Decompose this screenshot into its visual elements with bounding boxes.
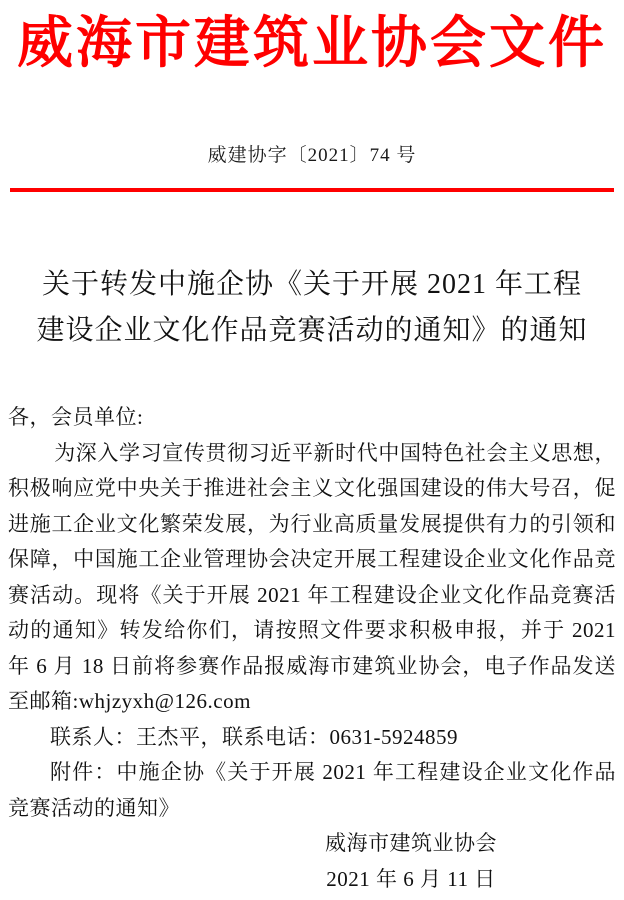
paragraph-main: 为深入学习宣传贯彻习近平新时代中国特色社会主义思想，积极响应党中央关于推进社会主义文化强国建设的伟大号召，促进施工企业文化繁荣发展，为行业高质量发展提供有力的引领和保障，中国施工企业管理协会决定开展工程建设企业文化作品竞赛活动。现将《关于开展 2021 年工程建设企业文化作品竞赛活动的通知》转发给你们，请按照文件要求积极申报，并于 2021 年 6 月 18 日前将参赛作品报威海市建筑业协会，电子作品发送至邮箱:whjzyxh@126.com: [8, 440, 616, 713]
red-divider-line: [10, 188, 614, 192]
red-letterhead-title: 威海市建筑业协会文件: [17, 13, 607, 75]
signature-block: [306, 826, 516, 897]
paragraph-contact: 联系人：王杰平，联系电话：0631-5924859: [50, 724, 458, 749]
document-title: [0, 262, 624, 354]
signature-org: 威海市建筑业协会: [325, 831, 497, 855]
salutation: 各，会员单位:: [8, 405, 144, 429]
paragraph-attachment: 附件：中施企协《关于开展 2021 年工程建设企业文化作品竞赛活动的通知》: [8, 760, 616, 820]
document-title-line2: 建设企业文化作品竞赛活动的通知》的通知: [36, 315, 588, 346]
document-number: 威建协字〔2021〕74 号: [207, 145, 417, 166]
signature-date: 2021 年 6 月 11 日: [326, 866, 496, 891]
document-title-line1: 关于转发中施企协《关于开展 2021 年工程: [41, 269, 582, 300]
document-body: [8, 400, 616, 897]
